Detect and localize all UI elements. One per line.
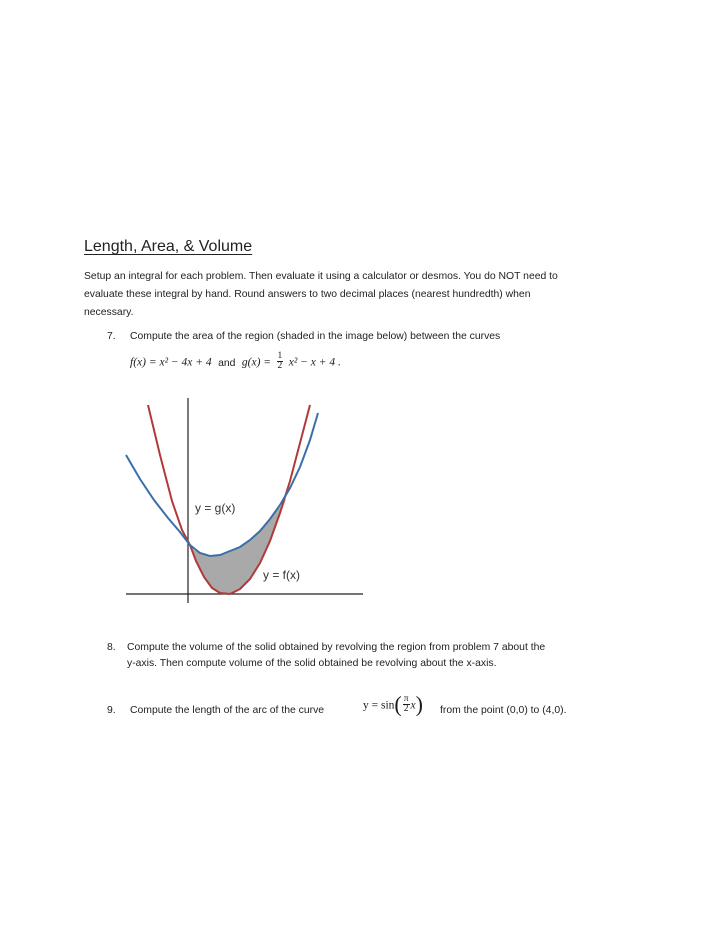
g-fraction-numerator: 1 [277, 351, 283, 361]
f-definition: f(x) = x² − 4x + 4 [130, 356, 212, 369]
pi-numerator: π [403, 694, 409, 704]
region-graph [120, 395, 370, 605]
problem-7-text: Compute the area of the region (shaded in the image below) between the curves [130, 331, 501, 342]
section-heading: Length, Area, & Volume [84, 238, 253, 255]
f-curve-label: y = f(x) [263, 568, 301, 582]
problem-9-equation [363, 691, 423, 717]
problem-8-line-2: y-axis. Then compute volume of the solid obtained be revolving about the x-axis. [127, 658, 497, 669]
problem-8-line-1: Compute the volume of the solid obtained by revolving the region from problem 7 about the [127, 642, 546, 653]
g-fraction-denominator: 2 [277, 361, 283, 371]
x-variable: x [410, 699, 416, 712]
sin-lhs: y = sin [363, 699, 395, 712]
g-curve-label: y = g(x) [195, 501, 236, 515]
right-paren: ) [415, 691, 423, 717]
instructions-line-1: Setup an integral for each problem. Then evaluate it using a calculator or desmos. You do NOT need to [84, 271, 558, 282]
g-lhs: g(x) = [241, 356, 272, 369]
g-fraction [277, 352, 284, 371]
problem-9-text-after: from the point (0,0) to (4,0). [440, 705, 567, 716]
pi-over-2-fraction [403, 695, 410, 714]
problem-7-number: 7. [107, 331, 116, 342]
instructions-paragraph [84, 268, 644, 322]
g-rest: x² − x + 4 . [288, 356, 341, 369]
instructions-line-2: evaluate these integral by hand. Round answers to two decimal places (nearest hundredth) when [84, 289, 531, 300]
problem-9-text: Compute the length of the arc of the curve [130, 705, 325, 716]
problem-8-number: 8. [107, 642, 116, 653]
instructions-line-3: necessary. [84, 307, 134, 318]
problem-7-equations [130, 352, 341, 371]
problem-9-number: 9. [107, 705, 116, 716]
pi-denominator: 2 [403, 704, 409, 714]
and-word: and [218, 357, 236, 369]
left-paren: ( [394, 691, 402, 717]
